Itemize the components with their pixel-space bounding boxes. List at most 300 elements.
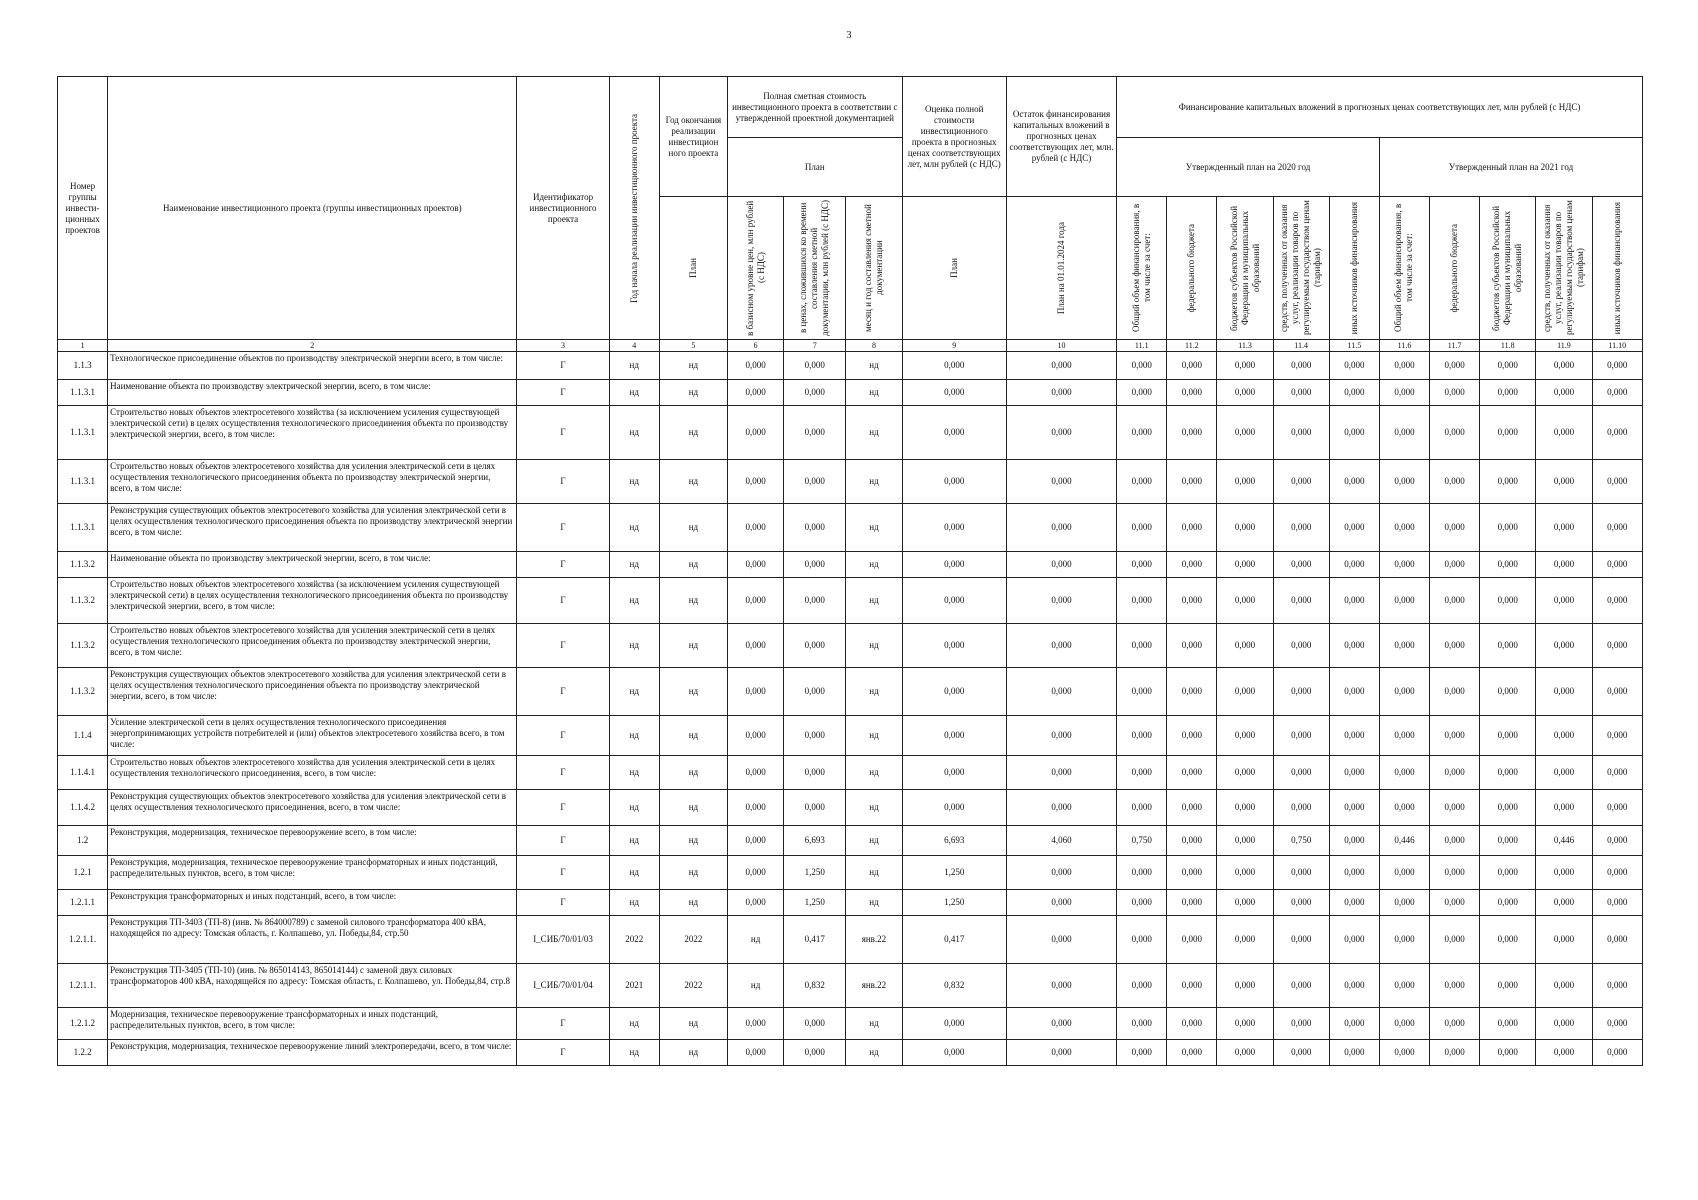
row-name: Строительство новых объектов электросетевого хозяйства (за исключением усиления существующей электрической сети) в целях осуществления технологического присоединения объекта по производству электрической энергии, всего, в том числе: bbox=[108, 406, 517, 460]
row-financing-value: 0,000 bbox=[1217, 1008, 1273, 1040]
row-start-year: нд bbox=[609, 380, 659, 406]
row-identifier: Г bbox=[517, 890, 609, 916]
column-number: 11.3 bbox=[1217, 340, 1273, 352]
row-financing-value: 0,000 bbox=[1329, 964, 1379, 1008]
column-number: 11.6 bbox=[1379, 340, 1429, 352]
row-financing-value: 0,000 bbox=[1592, 552, 1642, 578]
row-financing-value: 0,000 bbox=[1379, 624, 1429, 668]
column-number: 5 bbox=[659, 340, 727, 352]
row-estimate: 1,250 bbox=[902, 890, 1006, 916]
row-financing-value: 0,000 bbox=[1379, 578, 1429, 624]
column-number-row bbox=[58, 340, 1643, 352]
row-financing-value: 0,000 bbox=[1536, 790, 1592, 826]
row-start-year: нд bbox=[609, 826, 659, 856]
table-row bbox=[58, 826, 1643, 856]
row-end-year: нд bbox=[659, 624, 727, 668]
row-financing-value: 0,000 bbox=[1592, 790, 1642, 826]
row-end-year: нд bbox=[659, 460, 727, 504]
row-cost-base: 0,000 bbox=[728, 460, 784, 504]
row-financing-value: 0,000 bbox=[1217, 352, 1273, 380]
row-financing-value: 0,000 bbox=[1430, 716, 1480, 756]
row-financing-value: 0,000 bbox=[1167, 790, 1217, 826]
row-financing-value: 0,000 bbox=[1379, 916, 1429, 964]
table-row bbox=[58, 1040, 1643, 1066]
row-cost-current: 0,000 bbox=[784, 790, 846, 826]
row-number: 1.1.3.1 bbox=[58, 380, 108, 406]
row-financing-value: 0,000 bbox=[1480, 624, 1536, 668]
page-number: 3 bbox=[846, 30, 852, 41]
row-financing-value: 0,000 bbox=[1480, 380, 1536, 406]
row-financing-value: 0,000 bbox=[1273, 1008, 1329, 1040]
header-cost-base bbox=[728, 197, 784, 340]
row-financing-value: 0,000 bbox=[1592, 624, 1642, 668]
row-cost-month: нд bbox=[846, 460, 902, 504]
row-remainder: 0,000 bbox=[1006, 890, 1116, 916]
row-cost-current: 0,000 bbox=[784, 1008, 846, 1040]
row-cost-base: 0,000 bbox=[728, 406, 784, 460]
row-number: 1.1.3.2 bbox=[58, 578, 108, 624]
row-end-year: нд bbox=[659, 826, 727, 856]
row-cost-current: 0,000 bbox=[784, 460, 846, 504]
row-name: Реконструкция, модернизация, техническое перевооружение всего, в том числе: bbox=[108, 826, 517, 856]
row-financing-value: 0,000 bbox=[1430, 826, 1480, 856]
row-financing-value: 0,000 bbox=[1480, 790, 1536, 826]
row-cost-month: нд bbox=[846, 826, 902, 856]
row-start-year: нд bbox=[609, 406, 659, 460]
row-financing-value: 0,000 bbox=[1480, 352, 1536, 380]
row-cost-current: 0,000 bbox=[784, 668, 846, 716]
row-financing-value: 0,000 bbox=[1480, 964, 1536, 1008]
row-end-year: нд bbox=[659, 552, 727, 578]
row-end-year: 2022 bbox=[659, 964, 727, 1008]
row-financing-value: 0,000 bbox=[1167, 352, 1217, 380]
table-row bbox=[58, 716, 1643, 756]
row-financing-value: 0,000 bbox=[1379, 352, 1429, 380]
row-cost-month: нд bbox=[846, 1040, 902, 1066]
row-cost-current: 0,000 bbox=[784, 406, 846, 460]
row-financing-value: 0,000 bbox=[1480, 756, 1536, 790]
row-financing-value: 0,000 bbox=[1117, 856, 1167, 890]
row-cost-current: 0,832 bbox=[784, 964, 846, 1008]
row-financing-value: 0,000 bbox=[1592, 716, 1642, 756]
row-financing-value: 0,000 bbox=[1167, 1008, 1217, 1040]
row-identifier: Г bbox=[517, 578, 609, 624]
row-identifier: Г bbox=[517, 352, 609, 380]
row-financing-value: 0,000 bbox=[1329, 890, 1379, 916]
header-end-year-plan-text: План bbox=[687, 258, 698, 278]
row-financing-value: 0,000 bbox=[1167, 1040, 1217, 1066]
row-financing-value: 0,000 bbox=[1117, 756, 1167, 790]
row-cost-current: 0,000 bbox=[784, 716, 846, 756]
table-row bbox=[58, 504, 1643, 552]
row-cost-month: нд bbox=[846, 856, 902, 890]
row-cost-base: нд bbox=[728, 916, 784, 964]
row-financing-value: 0,000 bbox=[1273, 856, 1329, 890]
row-estimate: 1,250 bbox=[902, 856, 1006, 890]
header-2020-total-text: Общий объем финансирования, в том числе за счет: bbox=[1130, 203, 1152, 333]
row-cost-month: нд bbox=[846, 716, 902, 756]
row-financing-value: 0,000 bbox=[1379, 964, 1429, 1008]
row-cost-current: 0,000 bbox=[784, 552, 846, 578]
row-financing-value: 0,000 bbox=[1217, 1040, 1273, 1066]
row-start-year: 2021 bbox=[609, 964, 659, 1008]
row-financing-value: 0,000 bbox=[1480, 668, 1536, 716]
row-estimate: 0,000 bbox=[902, 406, 1006, 460]
row-cost-base: 0,000 bbox=[728, 578, 784, 624]
header-2021-total-text: Общий объем финансирования, в том числе за счет: bbox=[1393, 203, 1415, 333]
row-financing-value: 0,000 bbox=[1379, 380, 1429, 406]
row-cost-current: 0,000 bbox=[784, 624, 846, 668]
header-name: Наименование инвестиционного проекта (группы инвестиционных проектов) bbox=[108, 77, 517, 340]
row-end-year: нд bbox=[659, 352, 727, 380]
row-financing-value: 0,000 bbox=[1167, 964, 1217, 1008]
investment-projects-table bbox=[57, 76, 1643, 1066]
header-2021-tariff bbox=[1536, 197, 1592, 340]
header-2020-regional-text: бюджетов субъектов Российской Федерации и муниципальных образований bbox=[1228, 205, 1261, 331]
row-remainder: 0,000 bbox=[1006, 380, 1116, 406]
row-financing-value: 0,000 bbox=[1217, 826, 1273, 856]
row-financing-value: 0,000 bbox=[1379, 756, 1429, 790]
header-full-cost-plan: План bbox=[728, 138, 903, 197]
row-financing-value: 0,000 bbox=[1592, 756, 1642, 790]
row-financing-value: 0,000 bbox=[1592, 352, 1642, 380]
row-identifier: Г bbox=[517, 504, 609, 552]
row-financing-value: 0,000 bbox=[1273, 552, 1329, 578]
row-cost-base: 0,000 bbox=[728, 668, 784, 716]
row-cost-base: 0,000 bbox=[728, 756, 784, 790]
row-financing-value: 0,000 bbox=[1592, 460, 1642, 504]
row-number: 1.1.3.2 bbox=[58, 668, 108, 716]
row-financing-value: 0,000 bbox=[1117, 380, 1167, 406]
header-2020-other bbox=[1329, 197, 1379, 340]
row-financing-value: 0,000 bbox=[1273, 460, 1329, 504]
column-number: 11.8 bbox=[1480, 340, 1536, 352]
header-cost-base-text: в базисном уровне цен, млн рублей (с НДС) bbox=[744, 200, 766, 336]
header-estimate-plan-text: План bbox=[948, 258, 959, 278]
row-estimate: 0,000 bbox=[902, 716, 1006, 756]
row-name: Технологическое присоединение объектов по производству электрической энергии всего, в том числе: bbox=[108, 352, 517, 380]
row-start-year: нд bbox=[609, 460, 659, 504]
row-financing-value: 0,000 bbox=[1536, 624, 1592, 668]
row-cost-month: янв.22 bbox=[846, 964, 902, 1008]
row-financing-value: 0,000 bbox=[1430, 756, 1480, 790]
header-financing: Финансирование капитальных вложений в прогнозных ценах соответствующих лет, млн рублей (с НДС) bbox=[1117, 77, 1643, 138]
row-start-year: нд bbox=[609, 716, 659, 756]
row-financing-value: 0,000 bbox=[1536, 1040, 1592, 1066]
row-estimate: 0,000 bbox=[902, 352, 1006, 380]
row-financing-value: 0,000 bbox=[1430, 964, 1480, 1008]
row-remainder: 0,000 bbox=[1006, 406, 1116, 460]
row-financing-value: 0,000 bbox=[1117, 352, 1167, 380]
row-financing-value: 0,000 bbox=[1167, 856, 1217, 890]
row-remainder: 0,000 bbox=[1006, 504, 1116, 552]
row-financing-value: 0,000 bbox=[1379, 668, 1429, 716]
row-cost-base: 0,000 bbox=[728, 716, 784, 756]
row-financing-value: 0,000 bbox=[1379, 1040, 1429, 1066]
row-financing-value: 0,000 bbox=[1480, 1040, 1536, 1066]
row-end-year: нд bbox=[659, 790, 727, 826]
header-2020-regional bbox=[1217, 197, 1273, 340]
row-financing-value: 0,000 bbox=[1430, 1008, 1480, 1040]
row-end-year: нд bbox=[659, 406, 727, 460]
row-estimate: 0,000 bbox=[902, 460, 1006, 504]
row-financing-value: 0,000 bbox=[1273, 624, 1329, 668]
row-cost-month: нд bbox=[846, 552, 902, 578]
row-cost-month: нд bbox=[846, 406, 902, 460]
header-cost-month bbox=[846, 197, 902, 340]
header-2020-federal bbox=[1167, 197, 1217, 340]
row-number: 1.1.4.1 bbox=[58, 756, 108, 790]
row-financing-value: 0,000 bbox=[1117, 1008, 1167, 1040]
row-cost-month: нд bbox=[846, 668, 902, 716]
row-financing-value: 0,000 bbox=[1592, 668, 1642, 716]
row-financing-value: 0,000 bbox=[1117, 964, 1167, 1008]
row-financing-value: 0,000 bbox=[1217, 504, 1273, 552]
row-identifier: Г bbox=[517, 856, 609, 890]
row-financing-value: 0,000 bbox=[1329, 856, 1379, 890]
row-financing-value: 0,000 bbox=[1536, 380, 1592, 406]
row-financing-value: 0,000 bbox=[1217, 380, 1273, 406]
row-financing-value: 0,000 bbox=[1536, 668, 1592, 716]
row-estimate: 0,000 bbox=[902, 504, 1006, 552]
column-number: 11.7 bbox=[1430, 340, 1480, 352]
row-remainder: 0,000 bbox=[1006, 1008, 1116, 1040]
row-remainder: 0,000 bbox=[1006, 552, 1116, 578]
row-estimate: 6,693 bbox=[902, 826, 1006, 856]
table-row bbox=[58, 668, 1643, 716]
row-identifier: I_СИБ/70/01/03 bbox=[517, 916, 609, 964]
row-cost-month: нд bbox=[846, 352, 902, 380]
row-end-year: нд bbox=[659, 380, 727, 406]
table-row bbox=[58, 624, 1643, 668]
row-cost-current: 0,000 bbox=[784, 380, 846, 406]
row-cost-month: нд bbox=[846, 1008, 902, 1040]
column-number: 11.2 bbox=[1167, 340, 1217, 352]
row-financing-value: 0,000 bbox=[1536, 856, 1592, 890]
row-financing-value: 0,000 bbox=[1536, 964, 1592, 1008]
table-row bbox=[58, 790, 1643, 826]
row-financing-value: 0,000 bbox=[1480, 1008, 1536, 1040]
row-financing-value: 0,000 bbox=[1536, 406, 1592, 460]
row-financing-value: 0,750 bbox=[1117, 826, 1167, 856]
row-financing-value: 0,000 bbox=[1273, 716, 1329, 756]
row-financing-value: 0,000 bbox=[1167, 460, 1217, 504]
row-remainder: 0,000 bbox=[1006, 460, 1116, 504]
row-financing-value: 0,000 bbox=[1167, 890, 1217, 916]
row-start-year: нд bbox=[609, 504, 659, 552]
table-row bbox=[58, 552, 1643, 578]
row-start-year: нд bbox=[609, 552, 659, 578]
row-cost-base: 0,000 bbox=[728, 1040, 784, 1066]
row-financing-value: 0,000 bbox=[1273, 790, 1329, 826]
row-end-year: нд bbox=[659, 856, 727, 890]
header-num: Номер группы инвести-ционных проектов bbox=[58, 77, 108, 340]
row-remainder: 4,060 bbox=[1006, 826, 1116, 856]
row-identifier: Г bbox=[517, 406, 609, 460]
row-financing-value: 0,000 bbox=[1480, 460, 1536, 504]
row-financing-value: 0,000 bbox=[1430, 668, 1480, 716]
row-start-year: 2022 bbox=[609, 916, 659, 964]
row-financing-value: 0,000 bbox=[1217, 856, 1273, 890]
row-financing-value: 0,000 bbox=[1430, 1040, 1480, 1066]
header-remainder-plan-text: План на 01.01.2024 года bbox=[1056, 221, 1067, 315]
column-number: 3 bbox=[517, 340, 609, 352]
row-cost-base: нд bbox=[728, 964, 784, 1008]
row-financing-value: 0,000 bbox=[1592, 406, 1642, 460]
row-financing-value: 0,000 bbox=[1329, 578, 1379, 624]
row-financing-value: 0,000 bbox=[1329, 552, 1379, 578]
row-number: 1.2.1.1. bbox=[58, 964, 108, 1008]
column-number: 9 bbox=[902, 340, 1006, 352]
row-identifier: I_СИБ/70/01/04 bbox=[517, 964, 609, 1008]
row-financing-value: 0,000 bbox=[1379, 890, 1429, 916]
row-end-year: 2022 bbox=[659, 916, 727, 964]
row-estimate: 0,000 bbox=[902, 552, 1006, 578]
table-row bbox=[58, 578, 1643, 624]
column-number: 11.10 bbox=[1592, 340, 1642, 352]
row-identifier: Г bbox=[517, 380, 609, 406]
table-row bbox=[58, 460, 1643, 504]
row-financing-value: 0,000 bbox=[1536, 916, 1592, 964]
header-2020-total bbox=[1117, 197, 1167, 340]
row-number: 1.2.1.1 bbox=[58, 890, 108, 916]
row-financing-value: 0,446 bbox=[1379, 826, 1429, 856]
header-2021-other bbox=[1592, 197, 1642, 340]
row-number: 1.1.3.1 bbox=[58, 406, 108, 460]
row-financing-value: 0,000 bbox=[1217, 624, 1273, 668]
row-end-year: нд bbox=[659, 504, 727, 552]
row-financing-value: 0,000 bbox=[1536, 756, 1592, 790]
row-financing-value: 0,000 bbox=[1167, 916, 1217, 964]
row-number: 1.2.2 bbox=[58, 1040, 108, 1066]
row-cost-base: 0,000 bbox=[728, 552, 784, 578]
row-estimate: 0,000 bbox=[902, 380, 1006, 406]
row-financing-value: 0,000 bbox=[1379, 406, 1429, 460]
header-cost-current-text: в ценах, сложившихся ко времени составления сметной документации, млн рублей (с НДС) bbox=[798, 199, 831, 336]
row-cost-month: нд bbox=[846, 578, 902, 624]
row-financing-value: 0,000 bbox=[1592, 890, 1642, 916]
row-financing-value: 0,000 bbox=[1379, 460, 1429, 504]
row-financing-value: 0,000 bbox=[1217, 756, 1273, 790]
header-id: Идентификатор инвестиционного проекта bbox=[517, 77, 609, 340]
row-financing-value: 0,000 bbox=[1329, 406, 1379, 460]
row-financing-value: 0,000 bbox=[1379, 552, 1429, 578]
header-remainder-plan bbox=[1006, 197, 1116, 340]
row-financing-value: 0,000 bbox=[1592, 826, 1642, 856]
row-financing-value: 0,000 bbox=[1536, 552, 1592, 578]
row-number: 1.2 bbox=[58, 826, 108, 856]
row-financing-value: 0,000 bbox=[1329, 624, 1379, 668]
row-financing-value: 0,000 bbox=[1217, 552, 1273, 578]
row-identifier: Г bbox=[517, 460, 609, 504]
row-financing-value: 0,000 bbox=[1217, 964, 1273, 1008]
row-financing-value: 0,000 bbox=[1329, 380, 1379, 406]
row-start-year: нд bbox=[609, 756, 659, 790]
row-identifier: Г bbox=[517, 1040, 609, 1066]
row-cost-base: 0,000 bbox=[728, 826, 784, 856]
row-remainder: 0,000 bbox=[1006, 916, 1116, 964]
row-financing-value: 0,000 bbox=[1329, 1040, 1379, 1066]
row-financing-value: 0,000 bbox=[1217, 460, 1273, 504]
row-cost-base: 0,000 bbox=[728, 380, 784, 406]
header-plan-2020: Утвержденный план на 2020 год bbox=[1117, 138, 1380, 197]
row-identifier: Г bbox=[517, 552, 609, 578]
row-cost-current: 0,417 bbox=[784, 916, 846, 964]
row-cost-current: 0,000 bbox=[784, 352, 846, 380]
row-financing-value: 0,000 bbox=[1217, 916, 1273, 964]
row-financing-value: 0,000 bbox=[1430, 352, 1480, 380]
row-cost-month: янв.22 bbox=[846, 916, 902, 964]
row-name: Реконструкция ТП-3403 (ТП-8) (инв. № 864000789) с заменой силового трансформатора 400 кВА, находящейся по адресу: Томская область, г. Колпашево, ул. Победы,84, стр.50 bbox=[108, 916, 517, 964]
row-financing-value: 0,000 bbox=[1273, 504, 1329, 552]
row-financing-value: 0,000 bbox=[1592, 1040, 1642, 1066]
row-name: Наименование объекта по производству электрической энергии, всего, в том числе: bbox=[108, 380, 517, 406]
row-end-year: нд bbox=[659, 578, 727, 624]
column-number: 1 bbox=[58, 340, 108, 352]
row-financing-value: 0,000 bbox=[1117, 916, 1167, 964]
row-financing-value: 0,000 bbox=[1592, 856, 1642, 890]
row-remainder: 0,000 bbox=[1006, 1040, 1116, 1066]
header-2021-tariff-text: средств, полученных от оказания услуг, реализации товаров по регулируемым государством ценам (тарифам) bbox=[1541, 200, 1585, 336]
row-number: 1.2.1.1. bbox=[58, 916, 108, 964]
header-2020-other-text: иных источников финансирования bbox=[1348, 201, 1359, 335]
row-name: Реконструкция ТП-3405 (ТП-10) (инв. № 865014143, 865014144) с заменой двух силовых трансформаторов 400 кВА, находящейся по адресу: Томская область, г. Колпашево, ул. Победы,84, стр.8 bbox=[108, 964, 517, 1008]
row-financing-value: 0,000 bbox=[1329, 460, 1379, 504]
row-cost-month: нд bbox=[846, 790, 902, 826]
row-start-year: нд bbox=[609, 856, 659, 890]
row-financing-value: 0,000 bbox=[1430, 406, 1480, 460]
row-start-year: нд bbox=[609, 352, 659, 380]
row-financing-value: 0,000 bbox=[1480, 406, 1536, 460]
row-number: 1.1.3.1 bbox=[58, 460, 108, 504]
row-financing-value: 0,000 bbox=[1480, 916, 1536, 964]
row-identifier: Г bbox=[517, 716, 609, 756]
row-cost-month: нд bbox=[846, 504, 902, 552]
table-row bbox=[58, 916, 1643, 964]
row-cost-current: 0,000 bbox=[784, 1040, 846, 1066]
header-remainder: Остаток финансирования капитальных вложений в прогнозных ценах соответствующих лет, млн. рублей (с НДС) bbox=[1006, 77, 1116, 197]
row-name: Реконструкция существующих объектов электросетевого хозяйства для усиления электрической сети в целях осуществления технологического присоединения объекта по производству электрической энергии, всего, в том числе: bbox=[108, 668, 517, 716]
column-number: 7 bbox=[784, 340, 846, 352]
table-row bbox=[58, 380, 1643, 406]
row-financing-value: 0,000 bbox=[1167, 826, 1217, 856]
row-remainder: 0,000 bbox=[1006, 856, 1116, 890]
row-financing-value: 0,000 bbox=[1273, 406, 1329, 460]
row-financing-value: 0,000 bbox=[1480, 552, 1536, 578]
row-financing-value: 0,000 bbox=[1480, 856, 1536, 890]
row-financing-value: 0,000 bbox=[1117, 552, 1167, 578]
row-financing-value: 0,000 bbox=[1592, 964, 1642, 1008]
row-number: 1.1.3.2 bbox=[58, 624, 108, 668]
row-financing-value: 0,000 bbox=[1536, 890, 1592, 916]
row-financing-value: 0,000 bbox=[1329, 916, 1379, 964]
row-remainder: 0,000 bbox=[1006, 756, 1116, 790]
row-identifier: Г bbox=[517, 756, 609, 790]
row-financing-value: 0,000 bbox=[1536, 578, 1592, 624]
row-financing-value: 0,750 bbox=[1273, 826, 1329, 856]
column-number: 11.1 bbox=[1117, 340, 1167, 352]
row-financing-value: 0,000 bbox=[1117, 1040, 1167, 1066]
row-financing-value: 0,000 bbox=[1273, 578, 1329, 624]
table-body bbox=[58, 352, 1643, 1066]
row-start-year: нд bbox=[609, 1040, 659, 1066]
row-name: Строительство новых объектов электросетевого хозяйства (за исключением усиления существующей электрической сети) в целях осуществления технологического присоединения объекта по производству электрической энергии, всего, в том числе: bbox=[108, 578, 517, 624]
row-start-year: нд bbox=[609, 890, 659, 916]
row-end-year: нд bbox=[659, 756, 727, 790]
header-2020-tariff bbox=[1273, 197, 1329, 340]
row-financing-value: 0,000 bbox=[1117, 624, 1167, 668]
row-financing-value: 0,000 bbox=[1430, 460, 1480, 504]
